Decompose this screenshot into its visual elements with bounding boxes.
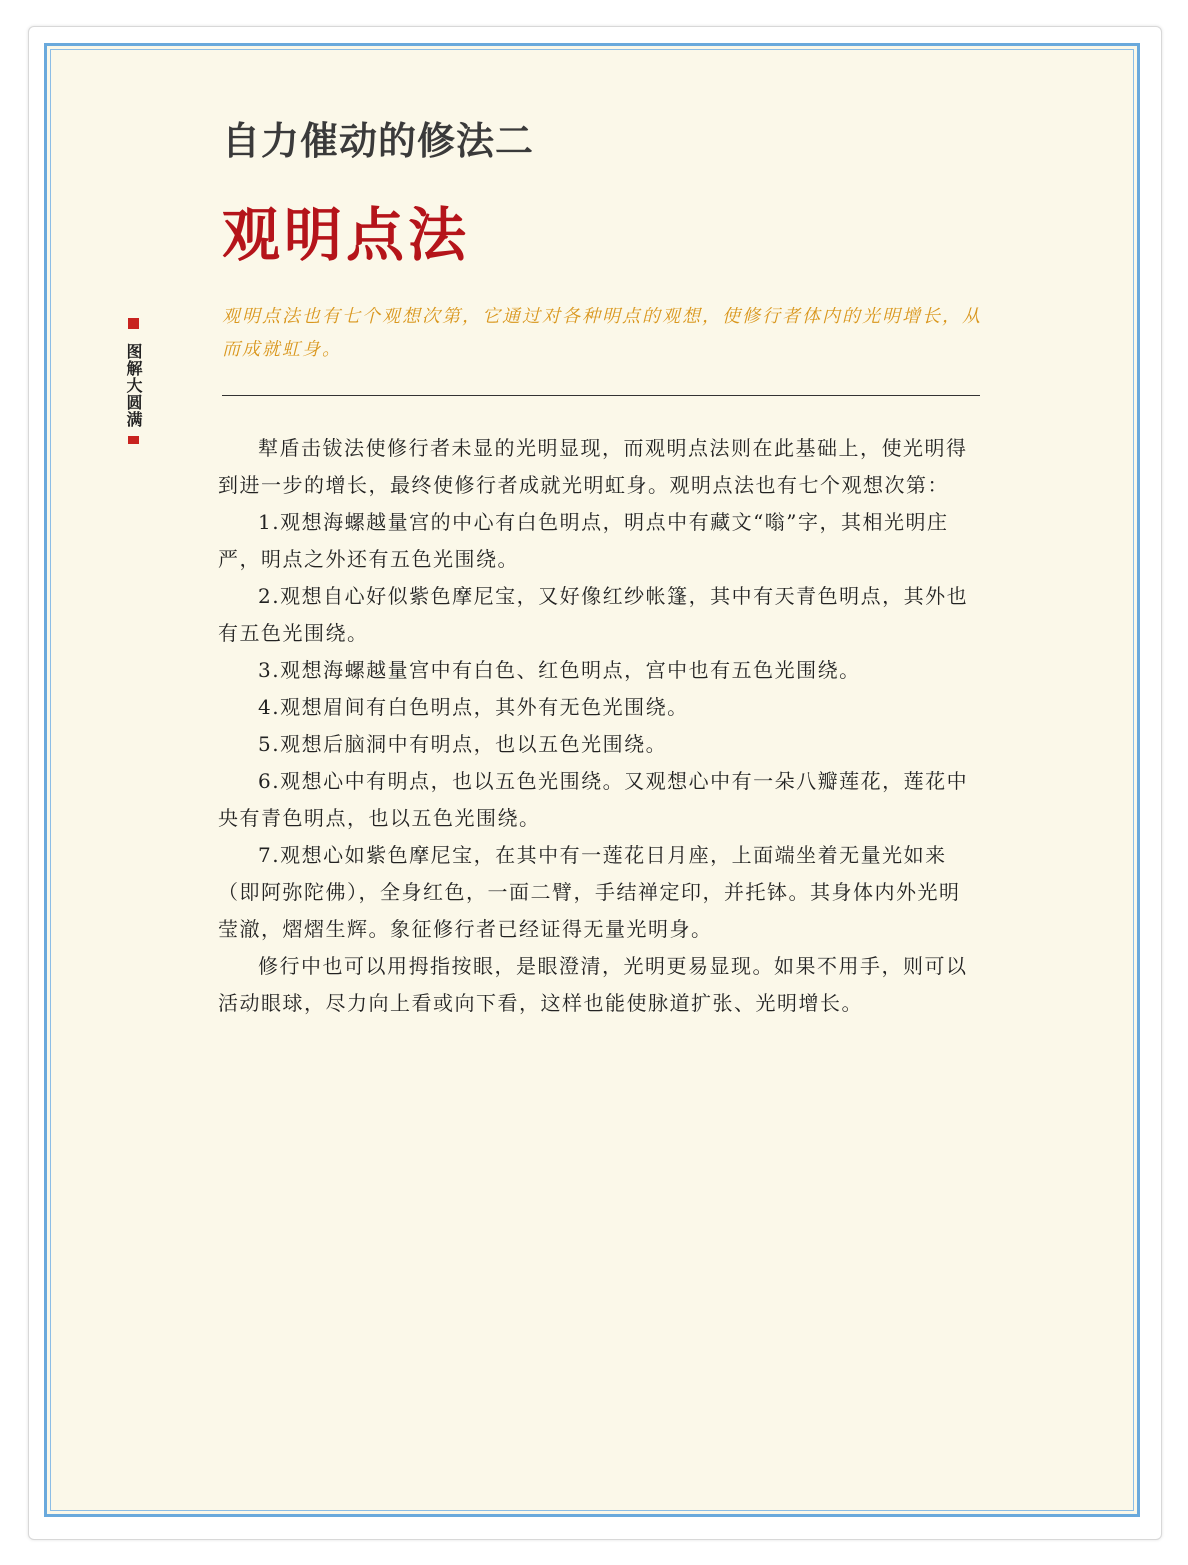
paragraph: 6.观想心中有明点，也以五色光围绕。又观想心中有一朵八瓣莲花，莲花中央有青色明点，也以五色光围绕。 <box>218 769 969 830</box>
side-marker-bottom <box>128 436 139 444</box>
intro-summary: 观明点法也有七个观想次第，它通过对各种明点的观想，使修行者体内的光明增长，从而成就虹身。 <box>222 306 982 360</box>
side-tag-label: 图解大圆满 <box>124 343 143 428</box>
paragraph: 修行中也可以用拇指按眼，是眼澄清，光明更易显现。如果不用手，则可以活动眼球，尽力向上看或向下看，这样也能使脉道扩张、光明增长。 <box>218 954 968 1015</box>
paragraph: 2.观想自心好似紫色摩尼宝，又好像红纱帐篷，其中有天青色明点，其外也有五色光围绕。 <box>218 584 969 645</box>
body-text <box>218 430 980 1022</box>
page-title: 观明点法 <box>222 201 471 269</box>
paragraph: 3.观想海螺越量宫中有白色、红色明点，宫中也有五色光围绕。 <box>258 658 861 682</box>
paragraph: 犎盾击钹法使修行者未显的光明显现，而观明点法则在此基础上，使光明得到进一步的增长，最终使修行者成就光明虹身。观明点法也有七个观想次第： <box>218 436 968 497</box>
paragraph: 1.观想海螺越量宫的中心有白色明点，明点中有藏文“嗡”字，其相光明庄严，明点之外还有五色光围绕。 <box>218 510 949 571</box>
divider-line <box>222 395 980 396</box>
paragraph: 5.观想后脑洞中有明点，也以五色光围绕。 <box>258 732 668 756</box>
side-marker-top <box>128 318 139 329</box>
section-subtitle: 自力催动的修法二 <box>222 119 535 163</box>
paragraph: 7.观想心如紫色摩尼宝，在其中有一莲花日月座，上面端坐着无量光如来（即阿弥陀佛），全身红色，一面二臂，手结禅定印，并托钵。其身体内外光明莹澈，熠熠生辉。象征修行者已经证得无量光明身。 <box>218 843 961 941</box>
paragraph: 4.观想眉间有白色明点，其外有无色光围绕。 <box>258 695 689 719</box>
side-tag <box>123 318 143 444</box>
